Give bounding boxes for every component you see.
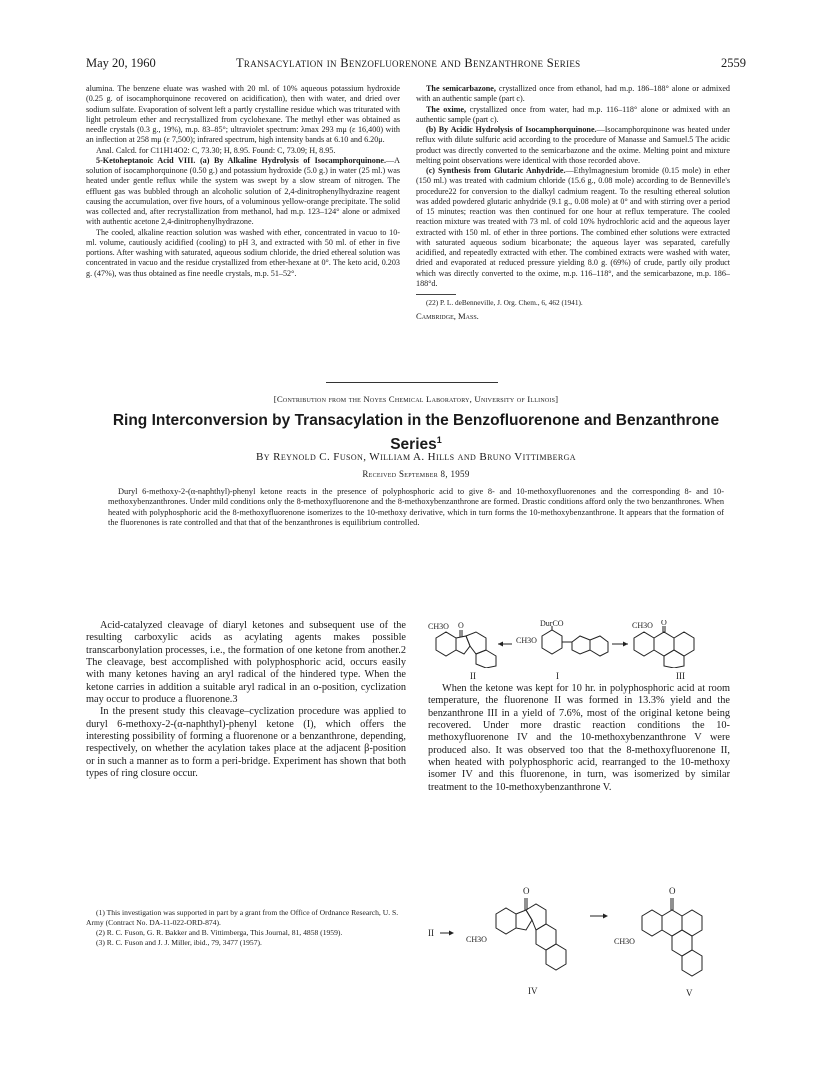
- prev-right-p4-body: —Ethylmagnesium bromide (0.15 mole) in ether (150 ml.) was treated with cadmium chloride (15.6 g., 0.08 mole) according to de Benneville's procedure22 for conversion to the dialkyl cadmium reagent. To the resulting ethereal solution was added powdered glutaric anhydride (9.1 g., 0.08 mole) at 0° and with stirring over a period of 15 minutes; reaction was then continued for one hour at reflux temperature. The cooled reaction mixture was treated with 73 ml. of cold 10% hydrochloric acid and the aqueous layer extracted with 150 ml. of ether in three portions. The combined ether solutions were extracted with saturated aqueous sodium bicarbonate; the aqueous layer was separated, carefully acidified, and repeatedly extracted with ether. The combined extracts were washed with water, dried and evaporated at reduced pressure yielding 8.0 g. (69%) of crude, partly oily product which was directly converted to the oxime, m.p. 116–118°, and the semicarbazone, m.p. 186–188°d.: [416, 166, 730, 288]
- label-III-top: III: [676, 671, 685, 681]
- prev-article-left-column: [86, 84, 400, 279]
- article-authors: By Reynold C. Fuson, William A. Hills and Bruno Vittimberga: [256, 451, 576, 463]
- struct-top-ch3o-b: CH3O: [516, 636, 537, 645]
- struct-top-ch3o-a: CH3O: [428, 622, 449, 631]
- running-header: [86, 56, 746, 72]
- prev-article-right-column: [416, 84, 730, 321]
- prev-right-paragraph-4: [416, 166, 730, 289]
- struct-top-durco: DurCO: [540, 620, 564, 628]
- contribution-line: [Contribution from the Noyes Chemical Laboratory, University of Illinois]: [273, 394, 559, 404]
- prev-right-p3-heading: (b) By Acidic Hydrolysis of Isocamphorquinone.: [426, 125, 597, 134]
- prev-right-p1-heading: The semicarbazone,: [426, 84, 496, 93]
- article-abstract: Duryl 6-methoxy-2-(α-naphthyl)-phenyl ketone reacts in the presence of polyphosphoric acid to give 8- and 10-methoxyfluorenones and the corresponding 8- and 10-methoxybenzanthrones. Under mild conditions only the 8-methoxyfluorenone and the 8-methoxybenzanthrone are formed. Drastic conditions afford only the two benzanthrones. When heated with polyphosphoric acid the 8-methoxyfluorenone isomerizes to the 10-methoxy derivative, which in turn forms the 10-methoxybenzanthrone. It appears that the formation of the fluorenones is rate controlled and that that of the benzanthrones is equilibrium controlled.: [108, 487, 724, 528]
- prev-left-p3-body: —A solution of isocamphorquinone (0.50 g.) and potassium hydroxide (5.0 g.) in water (25 ml.) was heated under gentle reflux while the system was swept by a slow stream of nitrogen. The effluent gas was bubbled through an alcoholic solution of 2,4-dinitrophenylhydrazine reagent causing the accumulation, over five hours, of a voluminous yellow-orange precipitate. The solid was collected and, after recrystallization from methanol, had m.p. 123–124° alone or admixed with authentic acetone 2,4-dinitrophenylhydrazone.: [86, 155, 400, 227]
- prev-right-p3-body: —Isocamphorquinone was heated under reflux with dilute sulfuric acid according to the procedure of Manasse and Samuel.5 The acidic product was directly converted to the semicarbazone and the oxime. Melting point and mixture melting point observations were identical with those recorded above.: [416, 125, 730, 165]
- prev-right-paragraph-1: [416, 84, 730, 105]
- footnote-2: (2) R. C. Fuson, G. R. Bakker and B. Vittimberga, This Journal, 81, 4858 (1959).: [96, 928, 343, 937]
- prev-left-paragraph-3: [86, 156, 400, 228]
- struct-top-o-a: O: [458, 621, 464, 630]
- prev-right-paragraph-3: [416, 125, 730, 166]
- structure-V: [642, 898, 702, 976]
- article-title: [86, 412, 746, 454]
- arrow-to-III-head: [623, 642, 628, 647]
- prev-right-affiliation: Cambridge, Mass.: [416, 310, 479, 321]
- article-body-right: [428, 683, 730, 794]
- body-right-paragraph-1: When the ketone was kept for 10 hr. in polyphosphoric acid at room temperature, the fluorenone II was formed in 13.3% yield and the benzanthrone III in a yield of 7.6%, most of the original ketone being recovered. Under more drastic reaction conditions the 10-methoxyfluorenone IV and the 10-methoxybenzanthrone V were produced also. It was observed too that the 8-methoxyfluorenone II, when heated with polyphosphoric acid, rearranged to the 10-methoxy isomer IV and this fluorenone, in turn, was isomerized by similar treatment to the 10-methoxybenzanthrone V.: [428, 683, 730, 793]
- structure-IV: [496, 898, 566, 970]
- prev-left-paragraph-1: alumina. The benzene eluate was washed with 20 ml. of 10% aqueous potassium hydroxide (0.25 g. of isocamphorquinone recovered on acidification), then with water, and dried over sodium sulfate. Evaporation of solvent left a partly crystalline residue which was triturated with light petroleum ether and recrystallized from cyclohexane. The methyl ether was obtained as needle crystals (0.3 g., 19%), m.p. 83–85°; ultraviolet spectrum: λmax 293 mμ (ε 16,400) with an inflection at 258 mμ (ε 7,500); infrared spectrum, high intensity bands at 6.10 and 6.20μ.: [86, 84, 400, 145]
- header-date: May 20, 1960: [86, 56, 156, 70]
- prev-right-p2-heading: The oxime,: [426, 104, 466, 114]
- structure-I: [542, 626, 608, 656]
- label-II-top: II: [470, 671, 476, 681]
- prev-left-p3-heading: 5-Ketoheptanoic Acid VIII. (a) By Alkaline Hydrolysis of Isocamphorquinone.: [96, 155, 386, 165]
- header-running-title: Transacylation in Benzofluorenone and Benzanthrone Series: [236, 56, 581, 70]
- structure-II: [436, 630, 496, 668]
- body-left-paragraph-1: Acid-catalyzed cleavage of diaryl ketones and subsequent use of the resulting carboxylic acids as acylating agents makes possible transcarbonylation processes, i.e., the formation of one ketone from another.2 The cleavage, best accomplished with polyphosphoric acid, occurs easily with many ketones having an aryl radical of the hindered type. When the ketone carries in addition a suitable aryl radical in an o-position, cyclization may occur to produce a fluorenone.3: [86, 620, 406, 706]
- struct-bottom-label-IV: IV: [528, 986, 538, 996]
- struct-bottom-label-II: II: [428, 928, 434, 938]
- struct-bottom-label-V: V: [686, 988, 693, 998]
- arrow-IV-to-V-head: [603, 914, 608, 919]
- structure-III: [634, 626, 694, 668]
- structure-scheme-top: [420, 620, 732, 668]
- prev-left-paragraph-4: The cooled, alkaline reaction solution was washed with ether, concentrated in vacuo to 10-ml. volume, cautiously acidified (cooling) to pH 3, and extracted with 50 ml. of ether in five portions. After washing with saturated, aqueous sodium chloride, the dried ethereal solution was concentrated in vacuo and the residue crystallized from ether-hexane at 0°. The keto acid, 0.203 g. (47%), was thus obtained as fine needle crystals, m.p. 51–52°.: [86, 227, 400, 278]
- struct-top-o-c: O: [661, 620, 667, 627]
- struct-bottom-ch3o-v: CH3O: [614, 937, 635, 946]
- struct-bottom-o-v: O: [669, 886, 676, 896]
- prev-right-paragraph-2: [416, 105, 730, 126]
- article-body-left: [86, 620, 406, 780]
- struct-bottom-o-iv: O: [523, 886, 530, 896]
- article-divider: [326, 382, 498, 383]
- prev-right-p2-body: crystallized once from water, had m.p. 116–118° alone or admixed with an authentic sample (part c).: [416, 104, 730, 124]
- article-title-text: Ring Interconversion by Transacylation in the Benzofluorenone and Benzanthrone Series: [112, 412, 720, 453]
- prev-right-p4-heading: (c) Synthesis from Glutaric Anhydride.: [426, 166, 566, 175]
- struct-bottom-ch3o-iv: CH3O: [466, 935, 487, 944]
- prev-left-analysis: Anal. Calcd. for C11H14O2: C, 73.30; H, 8.95. Found: C, 73.09; H, 8.95.: [96, 145, 336, 155]
- label-I-top: I: [556, 671, 559, 681]
- prev-right-p1-body: crystallized once from ethanol, had m.p. 186–188° alone or admixed with an authentic sample (part c).: [416, 84, 730, 104]
- arrow-II-to-IV-head: [449, 931, 454, 936]
- article-title-footnote-mark: 1: [436, 434, 442, 445]
- body-left-paragraph-2: In the present study this cleavage–cyclization procedure was applied to duryl 6-methoxy-2-(α-naphthyl)-phenyl ketone (I), which offers the interesting possibility of forming a fluorenone or a benzanthrone, depending, respectively, on whether the acylation takes place at the adjacent β-position or in such a manner as to form a peri-bridge. Experiment has shown that both types of ring closure occur.: [86, 706, 406, 780]
- header-page-number: 2559: [721, 56, 746, 70]
- article-received-date: Received September 8, 1959: [362, 469, 470, 479]
- structure-scheme-bottom: [420, 884, 732, 1004]
- footnote-3: (3) R. C. Fuson and J. J. Miller, ibid., 79, 3477 (1957).: [96, 938, 262, 947]
- footnote-1: (1) This investigation was supported in part by a grant from the Office of Ordnance Research, U. S. Army (Contract No. DA-11-022-ORD-874).: [86, 908, 399, 927]
- reference-rule: [416, 294, 456, 295]
- article-footnotes: [86, 908, 406, 948]
- struct-top-ch3o-c: CH3O: [632, 621, 653, 630]
- arrow-to-II-head: [498, 642, 503, 647]
- prev-right-ref-22: (22) P. L. deBenneville, J. Org. Chem., 6, 462 (1941).: [426, 298, 583, 307]
